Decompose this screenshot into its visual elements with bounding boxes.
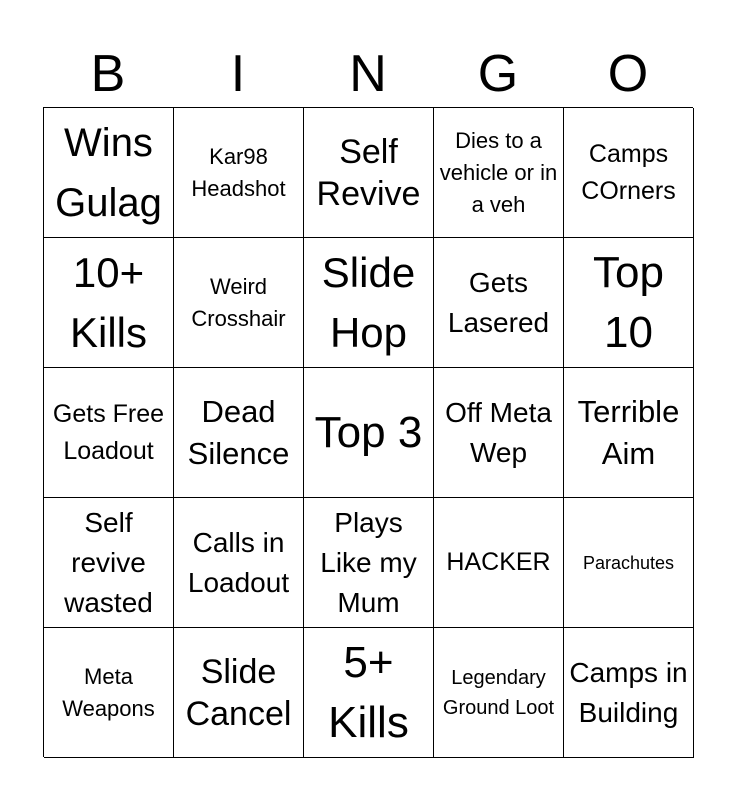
bingo-cell[interactable] bbox=[174, 628, 304, 758]
bingo-cell[interactable] bbox=[564, 238, 694, 368]
cell-text: Self revive wasted bbox=[64, 506, 153, 618]
cell-text: Terrible Aim bbox=[577, 393, 680, 471]
cell-text: HACKER bbox=[446, 548, 551, 576]
bingo-cell[interactable] bbox=[304, 238, 434, 368]
bingo-cell[interactable] bbox=[44, 498, 174, 628]
cell-text: Parachutes bbox=[582, 552, 675, 573]
header-letter-n: N bbox=[349, 45, 387, 103]
header-letter-o: O bbox=[607, 45, 649, 103]
cell-text: Wins Gulag bbox=[55, 120, 162, 225]
bingo-cell[interactable] bbox=[44, 368, 174, 498]
cell-text: Slide Cancel bbox=[185, 652, 292, 733]
bingo-cell[interactable] bbox=[44, 628, 174, 758]
bingo-cell[interactable] bbox=[44, 108, 174, 238]
bingo-cell[interactable] bbox=[564, 498, 694, 628]
header-letter-b: B bbox=[90, 45, 126, 103]
cell-text: Weird Crosshair bbox=[191, 273, 286, 331]
bingo-header bbox=[43, 44, 693, 104]
cell-text: Top 10 bbox=[593, 247, 664, 357]
bingo-cell[interactable] bbox=[434, 238, 564, 368]
bingo-cell[interactable] bbox=[174, 238, 304, 368]
bingo-cell[interactable] bbox=[564, 368, 694, 498]
bingo-cell[interactable] bbox=[174, 108, 304, 238]
cell-text: Gets Lasered bbox=[447, 266, 550, 338]
cell-text: 5+ Kills bbox=[328, 637, 409, 747]
cell-text: Gets Free Loadout bbox=[52, 399, 165, 465]
cell-text: Camps in Building bbox=[569, 656, 688, 728]
cell-text: Legendary Ground Loot bbox=[442, 666, 555, 719]
header-letter-g: G bbox=[477, 45, 519, 103]
cell-text: 10+ Kills bbox=[69, 248, 147, 356]
bingo-cell[interactable] bbox=[174, 498, 304, 628]
bingo-cell[interactable] bbox=[434, 498, 564, 628]
cell-text: Plays Like my Mum bbox=[320, 506, 417, 618]
bingo-cell[interactable] bbox=[304, 498, 434, 628]
bingo-cell[interactable] bbox=[174, 368, 304, 498]
cell-text: Top 3 bbox=[314, 407, 423, 457]
cell-text: Meta Weapons bbox=[62, 663, 155, 721]
cell-text: Dies to a vehicle or in a veh bbox=[439, 127, 558, 217]
cell-text: Kar98 Headshot bbox=[191, 143, 286, 201]
cell-text: Off Meta Wep bbox=[445, 396, 552, 468]
bingo-cell[interactable] bbox=[44, 238, 174, 368]
header-letter-i: I bbox=[230, 45, 246, 103]
cell-text: Calls in Loadout bbox=[187, 526, 290, 598]
bingo-cell[interactable] bbox=[434, 628, 564, 758]
bingo-cell[interactable] bbox=[564, 108, 694, 238]
bingo-cell[interactable] bbox=[304, 628, 434, 758]
bingo-cell[interactable] bbox=[434, 368, 564, 498]
bingo-grid bbox=[43, 107, 693, 757]
cell-text: Dead Silence bbox=[187, 393, 290, 471]
cell-text: Camps COrners bbox=[581, 139, 676, 205]
bingo-cell[interactable] bbox=[564, 628, 694, 758]
cell-text: Slide Hop bbox=[321, 248, 416, 356]
bingo-cell[interactable] bbox=[304, 368, 434, 498]
cell-text: Self Revive bbox=[316, 132, 421, 213]
bingo-cell[interactable] bbox=[304, 108, 434, 238]
bingo-cell[interactable] bbox=[434, 108, 564, 238]
